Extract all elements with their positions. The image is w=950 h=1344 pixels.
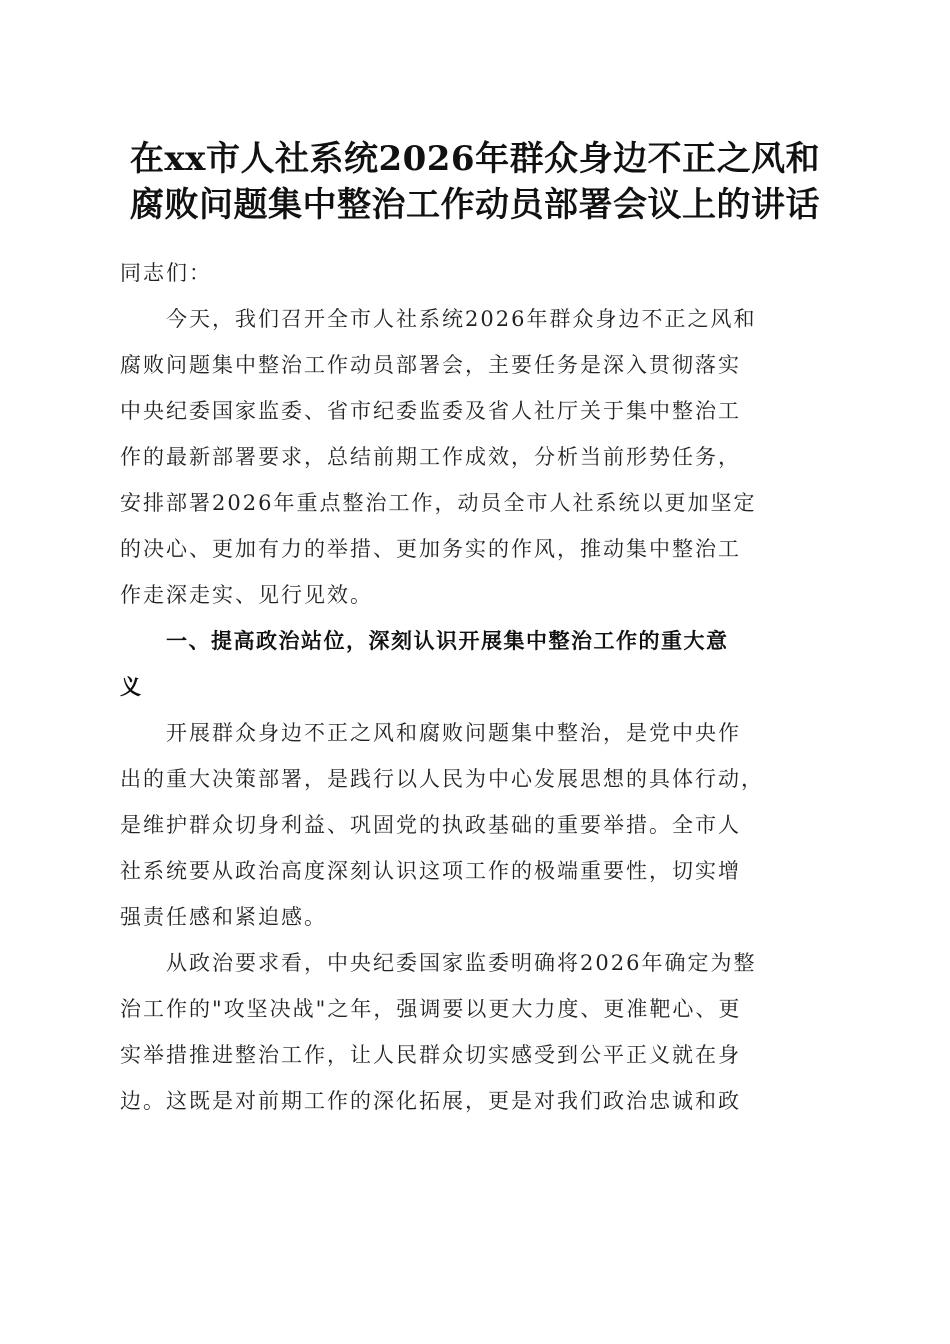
paragraph-line: 强责任感和紧迫感。 <box>120 905 327 929</box>
paragraph-line: 作的最新部署要求，总结前期工作成效，分析当前形势任务， <box>120 445 741 469</box>
paragraph-line: 腐败问题集中整治工作动员部署会，主要任务是深入贯彻落实 <box>120 353 741 377</box>
paragraph-line: 开展群众身边不正之风和腐败问题集中整治，是党中央作 <box>166 721 741 745</box>
paragraph-line: 中央纪委国家监委、省市纪委监委及省人社厅关于集中整治工 <box>120 399 741 423</box>
paragraph-line: 的决心、更加有力的举措、更加务实的作风，推动集中整治工 <box>120 537 741 561</box>
salutation <box>120 250 835 296</box>
paragraph-line: 是维护群众切身利益、巩固党的执政基础的重要举措。全市人 <box>120 813 741 837</box>
paragraph-line: 作走深走实、见行见效。 <box>120 583 373 607</box>
paragraph-political-requirements <box>120 940 835 1124</box>
paragraph-line: 今天，我们召开全市人社系统2026年群众身边不正之风和 <box>166 307 757 331</box>
paragraph-line: 社系统要从政治高度深刻认识这项工作的极端重要性，切实增 <box>120 859 741 883</box>
paragraph-line: 从政治要求看，中央纪委国家监委明确将2026年确定为整 <box>166 951 757 975</box>
paragraph-line: 安排部署2026年重点整治工作，动员全市人社系统以更加坚定 <box>120 491 757 515</box>
paragraph-line: 治工作的"攻坚决战"之年，强调要以更大力度、更准靶心、更 <box>120 997 742 1021</box>
salutation-text: 同志们： <box>120 261 212 285</box>
paragraph-intro <box>120 296 835 618</box>
paragraph-line: 出的重大决策部署，是践行以人民为中心发展思想的具体行动， <box>120 767 764 791</box>
section-heading <box>120 618 835 710</box>
title-line: 在xx市人社系统2026年群众身边不正之风和 <box>129 139 821 179</box>
heading-line: 义 <box>120 675 143 699</box>
heading-line: 一、提高政治站位，深刻认识开展集中整治工作的重大意 <box>166 629 729 653</box>
document-body <box>120 250 835 1124</box>
paragraph-line: 实举措推进整治工作，让人民群众切实感受到公平正义就在身 <box>120 1043 741 1067</box>
paragraph-significance <box>120 710 835 940</box>
paragraph-line: 边。这既是对前期工作的深化拓展，更是对我们政治忠诚和政 <box>120 1089 741 1113</box>
title-line: 腐败问题集中整治工作动员部署会议上的讲话 <box>130 185 820 225</box>
document-title <box>110 136 840 228</box>
